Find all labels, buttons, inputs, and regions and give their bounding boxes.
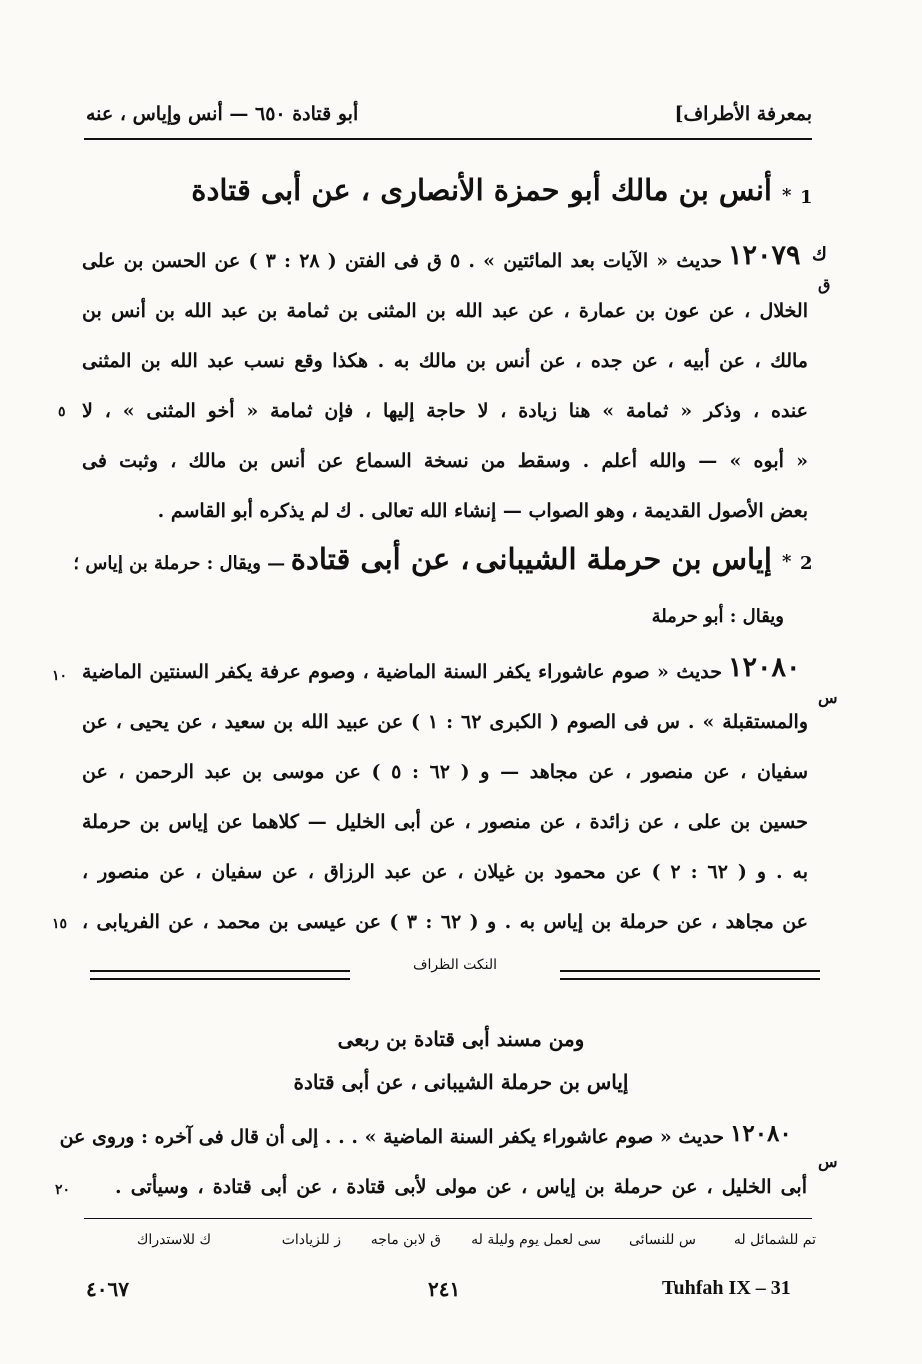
nukat-heading-1: ومن مسند أبى قتادة بن ربعى — [337, 1027, 585, 1051]
entry1-line-5: « أبوه » — والله أعلم . وسقط من نسخة السماع عن أنس بن مالك ، وثبت فى — [82, 450, 808, 472]
entry1-title-suffix: ، عن أبى قتادة — [191, 173, 371, 207]
margin-number-10: ١٠ — [52, 668, 68, 684]
entry2-number: ١٢٠٨٠ — [728, 652, 801, 683]
entry1-number: ١٢٠٧٩ — [728, 240, 801, 271]
abbr-ibn-majah: ق لابن ماجه — [370, 1232, 441, 1248]
abbr-nasai: س للنسائى — [629, 1232, 696, 1248]
entry2-marker-sub: س — [818, 688, 838, 707]
separator-label: النكت الظراف — [407, 957, 503, 973]
header-rule — [84, 138, 812, 140]
nukat-line-1: حديث « صوم عاشوراء يكفر السنة الماضية » . . . إلى أن قال فى آخره : وروى عن — [59, 1126, 724, 1148]
entry2-line-3: سفيان ، عن منصور ، عن مجاهد — و ( ٦٢ : ٥ ) عن موسى بن عبد الرحمن ، عن — [82, 761, 808, 783]
abbr-istidrak: ك للاستدراك — [136, 1232, 211, 1248]
entry2-line-6: عن مجاهد ، عن حرملة بن إياس به . و ( ٦٢ : ٣ ) عن عيسى بن محمد ، عن الفريابى ، — [82, 911, 808, 933]
nukat-marker-sub: س — [818, 1152, 838, 1171]
margin-number-20: ٢٠ — [55, 1182, 71, 1198]
entry1-line-6: بعض الأصول القديمة ، وهو الصواب — إنشاء الله تعالى . ك لم يذكره أبو القاسم . — [157, 500, 808, 522]
entry1-marker-sub: ق — [818, 275, 831, 294]
entry2-index: 2 — [800, 553, 813, 574]
entry2-star: * — [782, 551, 792, 572]
entry2-line-2: والمستقبلة » . س فى الصوم ( الكبرى ٦٢ : ١ ) عن عبيد الله بن سعيد ، عن يحيى ، عن — [82, 711, 809, 733]
entry1-index: 1 — [800, 187, 813, 208]
entry1-line-4: عنده ، وذكر « ثمامة » هنا زيادة ، لا حاجة إليها ، فإن ثمامة « أخو المثنى » ، لا — [82, 400, 808, 422]
margin-number-5: ٥ — [58, 404, 66, 420]
abbreviations-rule — [84, 1218, 812, 1219]
footer-page-number: ٢٤١ — [428, 1277, 461, 1301]
footer-volume: Tuhfah IX – 31 — [662, 1277, 791, 1299]
entry2-title-rest: — ويقال : حرملة بن إياس ؛ — [73, 553, 286, 574]
separator-left-rule — [90, 970, 350, 980]
header-right: بمعرفة الأطراف] — [674, 103, 812, 125]
nukat-line-2: أبى الخليل ، عن حرملة بن إياس ، عن مولى لأبى قتادة ، عن أبى قتادة ، وسيأتى . — [115, 1176, 807, 1198]
abbr-ziyadat: ز للزيادات — [281, 1232, 341, 1248]
nukat-heading-2: إياس بن حرملة الشيبانى ، عن أبى قتادة — [293, 1070, 629, 1094]
entry1-marker: ك — [812, 244, 827, 265]
entry1-title — [191, 173, 772, 207]
entry1-line-3: مالك ، عن أبيه ، عن جده ، عن أنس بن مالك به . هكذا وقع نسب عبد الله بن المثنى — [82, 350, 808, 372]
entry1-line-2: الخلال ، عن عون بن عمارة ، عن عبد الله بن المثنى بن ثمامة بن عبد الله بن أنس بن — [82, 300, 808, 322]
entry2-title — [73, 542, 772, 576]
separator-right-rule — [560, 970, 820, 980]
entry1-line-1: حديث « الآيات بعد المائتين » . ٥ ق فى الفتن ( ٢٨ : ٣ ) عن الحسن بن على — [82, 250, 723, 272]
entry1-star: * — [782, 185, 792, 206]
entry2-title-suffix: ، عن أبى قتادة — [290, 542, 470, 576]
footer-number: ٤٠٦٧ — [86, 1277, 129, 1301]
nukat-number: ١٢٠٨٠ — [730, 1120, 792, 1147]
margin-number-15: ١٥ — [52, 916, 68, 932]
entry2-line-5: به . و ( ٦٢ : ٢ ) عن محمود بن غيلان ، عن عبد الرزاق ، عن سفيان ، عن منصور ، — [82, 861, 808, 883]
entry2-line-4: حسين بن على ، عن زائدة ، عن منصور ، عن أبى الخليل — كلاهما عن إياس بن حرملة — [82, 811, 808, 833]
header-center: أبو قتادة ٦٥٠ — أنس وإياس ، عنه — [86, 103, 359, 125]
entry2-line-1: حديث « صوم عاشوراء يكفر السنة الماضية ، وصوم عرفة يكفر السنتين الماضية — [82, 661, 722, 683]
abbr-shamail: تم للشمائل له — [733, 1232, 816, 1248]
entry1-title-name: أنس بن مالك أبو حمزة الأنصارى — [380, 173, 772, 207]
abbr-amal-yawm: سى لعمل يوم وليلة له — [471, 1232, 601, 1248]
entry2-title-name: إياس بن حرملة الشيبانى — [475, 542, 772, 576]
entry2-subtitle: ويقال : أبو حرملة — [651, 606, 784, 627]
nukat-separator — [90, 957, 820, 981]
